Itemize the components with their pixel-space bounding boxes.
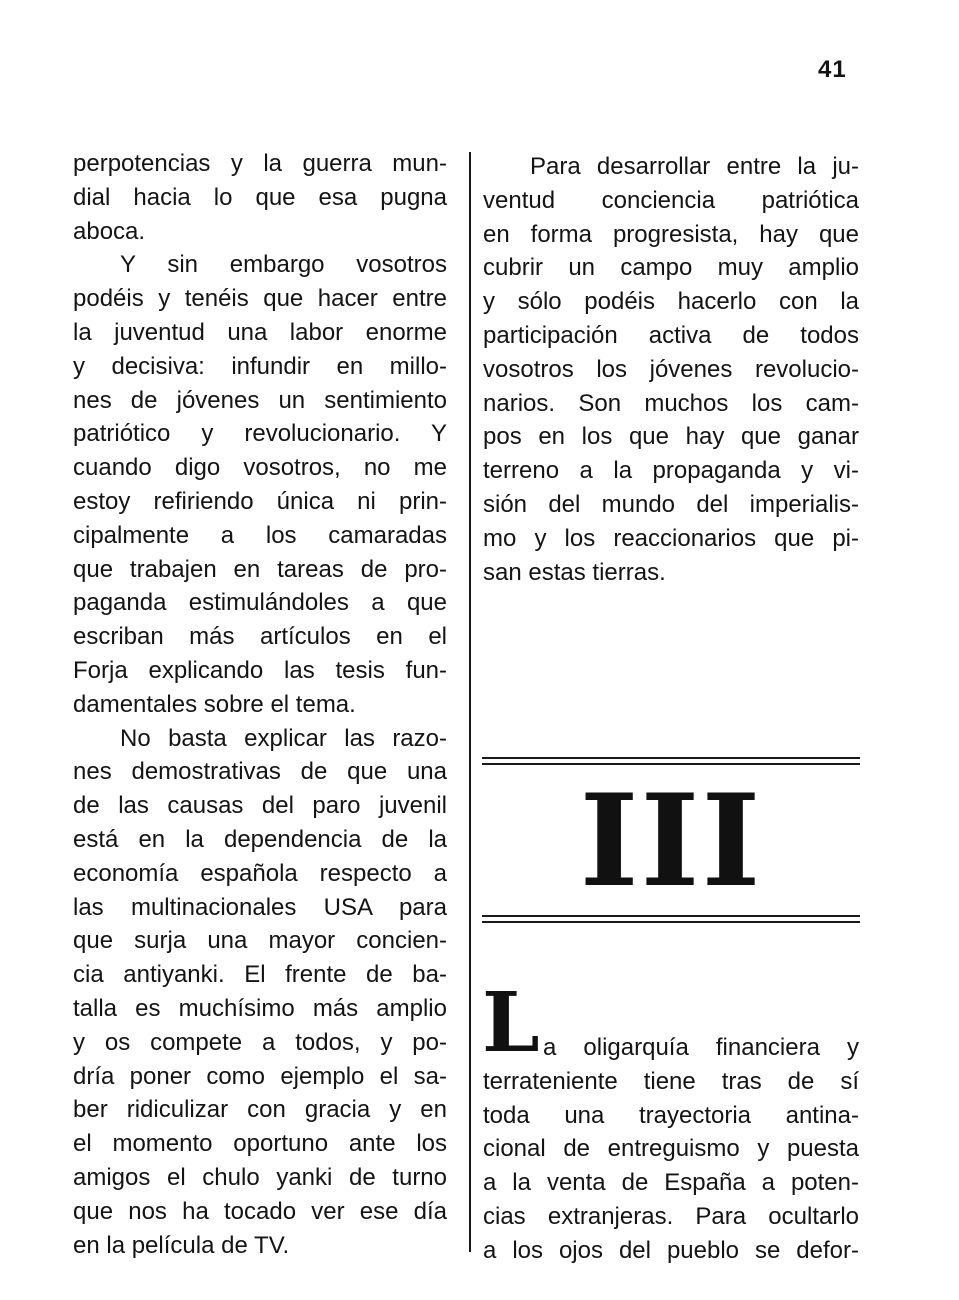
text-line: cional de entreguismo y puesta bbox=[483, 1135, 859, 1163]
text-line: talla es muchísimo más amplio bbox=[73, 994, 447, 1022]
chapter-heading: III bbox=[579, 767, 763, 915]
text-line: perpotencias y la guerra mun- bbox=[73, 150, 447, 177]
text-line: san estas tierras. bbox=[483, 558, 666, 586]
text-line: cubrir un campo muy amplio bbox=[483, 254, 859, 282]
text-line: Y sin embargo vosotros bbox=[120, 251, 447, 279]
text-line: cias extranjeras. Para ocultarlo bbox=[483, 1202, 859, 1230]
text-line: que surja una mayor concien- bbox=[73, 927, 447, 955]
text-line: el momento oportuno ante los bbox=[73, 1130, 447, 1158]
text-line: a oligarquía financiera y bbox=[543, 1034, 859, 1061]
text-line: está en la dependencia de la bbox=[73, 825, 447, 853]
text-line: a los ojos del pueblo se defor- bbox=[483, 1236, 859, 1264]
text-line: ventud conciencia patriótica bbox=[483, 186, 859, 214]
text-line: estoy refiriendo única ni prin- bbox=[73, 487, 447, 515]
column-divider bbox=[469, 152, 471, 1252]
text-line: y decisiva: infundir en millo- bbox=[73, 352, 447, 380]
text-line: las multinacionales USA para bbox=[73, 893, 447, 921]
text-line: Forja explicando las tesis fun- bbox=[73, 656, 447, 684]
text-line: que trabajen en tareas de pro- bbox=[73, 555, 447, 583]
text-line: paganda estimulándoles a que bbox=[73, 589, 447, 617]
text-line: en la película de TV. bbox=[73, 1231, 290, 1259]
text-line: toda una trayectoria antina- bbox=[483, 1101, 859, 1129]
text-line: a la venta de España a poten- bbox=[483, 1169, 859, 1197]
section-text bbox=[483, 1031, 859, 1268]
text-line: que nos ha tocado ver ese día bbox=[73, 1197, 447, 1225]
text-line: sión del mundo del imperialis- bbox=[483, 490, 859, 518]
text-line: terreno a la propaganda y vi- bbox=[483, 457, 859, 485]
text-line: cia antiyanki. El frente de ba- bbox=[73, 961, 447, 989]
chapter-rule-bottom bbox=[482, 915, 860, 923]
text-line: Para desarrollar entre la ju- bbox=[530, 153, 859, 180]
left-column bbox=[73, 147, 447, 1262]
text-line: patriótico y revolucionario. Y bbox=[73, 420, 447, 448]
text-line: dial hacia lo que esa pugna bbox=[73, 183, 447, 211]
text-line: damentales sobre el tema. bbox=[73, 690, 356, 718]
text-line: y os compete a todos, y po- bbox=[73, 1028, 447, 1056]
text-line: economía española respecto a bbox=[73, 859, 447, 887]
text-line: aboca. bbox=[73, 217, 146, 245]
text-line: y sólo podéis hacerlo con la bbox=[483, 288, 859, 316]
text-line: nes de jóvenes un sentimiento bbox=[73, 386, 447, 414]
text-line: podéis y tenéis que hacer entre bbox=[73, 285, 447, 313]
text-line: cuando digo vosotros, no me bbox=[73, 454, 447, 482]
text-line: de las causas del paro juvenil bbox=[73, 792, 447, 820]
text-line: amigos el chulo yanki de turno bbox=[73, 1163, 447, 1191]
text-line: la juventud una labor enorme bbox=[73, 318, 447, 346]
text-line: pos en los que hay que ganar bbox=[483, 423, 859, 451]
chapter-rule-top bbox=[482, 757, 860, 765]
text-line: escriban más artículos en el bbox=[73, 623, 447, 651]
text-line: en forma progresista, hay que bbox=[483, 220, 859, 248]
text-line: mo y los reaccionarios que pi- bbox=[483, 524, 859, 552]
page-number: 41 bbox=[818, 56, 847, 83]
text-line: cipalmente a los camaradas bbox=[73, 521, 447, 549]
text-line: vosotros los jóvenes revolucio- bbox=[483, 355, 859, 383]
text-line: participación activa de todos bbox=[483, 321, 859, 349]
text-line: ber ridiculizar con gracia y en bbox=[73, 1096, 447, 1124]
text-line: terrateniente tiene tras de sí bbox=[483, 1067, 859, 1095]
text-line: No basta explicar las razo- bbox=[120, 724, 447, 752]
text-line: narios. Son muchos los cam- bbox=[483, 389, 859, 417]
text-line: dría poner como ejemplo el sa- bbox=[73, 1062, 447, 1090]
text-line: nes demostrativas de que una bbox=[73, 758, 447, 786]
drop-cap: L bbox=[482, 975, 540, 1071]
right-column bbox=[483, 150, 859, 589]
